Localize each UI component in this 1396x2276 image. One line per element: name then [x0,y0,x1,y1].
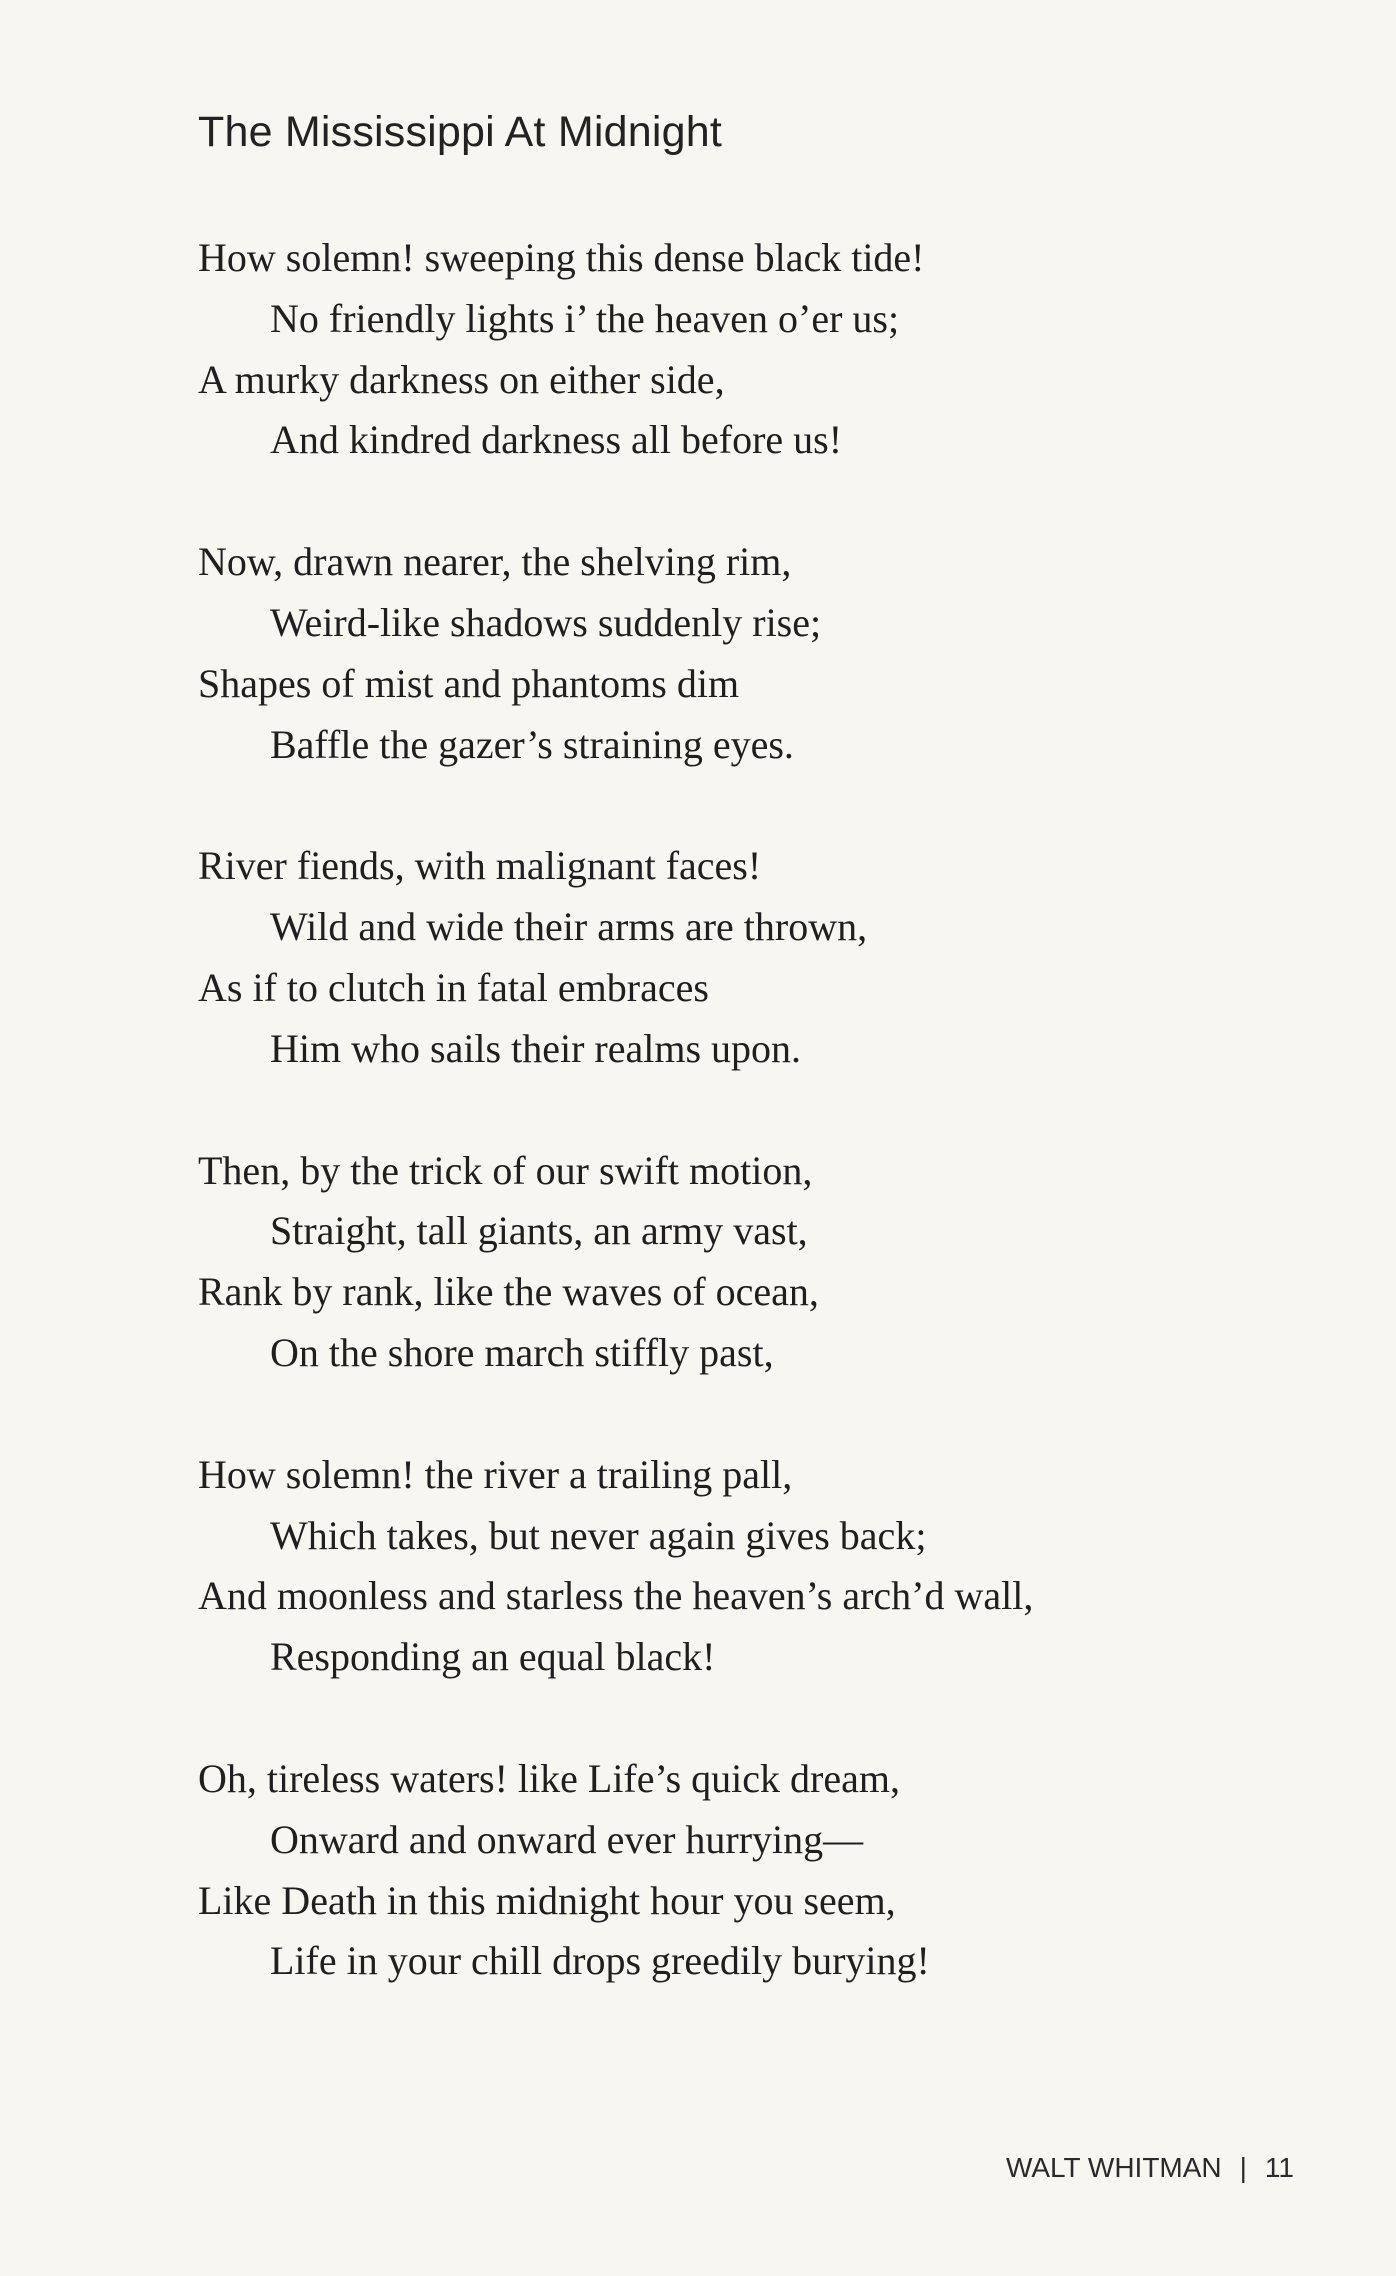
stanza-1 [198,228,1318,471]
poem-line: And moonless and starless the heaven’s arch’d wall, [198,1573,1034,1619]
poem-line: Weird-like shadows suddenly rise; [270,599,822,645]
page-number: 11 [1264,2152,1294,2183]
page-footer [1006,2152,1294,2184]
poem-line: Like Death in this midnight hour you seem, [198,1877,896,1923]
stanza-4 [198,1141,1318,1384]
poem-line: Onward and onward ever hurrying— [270,1816,864,1862]
poem-line: Now, drawn nearer, the shelving rim, [198,539,792,585]
poem-line: As if to clutch in fatal embraces [198,964,709,1010]
poem-line: Shapes of mist and phantoms dim [198,660,740,706]
poem-line: River fiends, with malignant faces! [198,843,762,889]
poem-line: How solemn! the river a trailing pall, [198,1451,793,1497]
poem-line: How solemn! sweeping this dense black tide! [198,235,925,280]
footer-author: WALT WHITMAN [1005,2152,1222,2183]
stanza-2 [198,532,1318,775]
poem-line: No friendly lights i’ the heaven o’er us; [270,295,900,341]
poem-line: Baffle the gazer’s straining eyes. [270,721,794,767]
stanza-5 [198,1445,1318,1688]
poem-line: Rank by rank, like the waves of ocean, [198,1269,819,1315]
poem-line: Responding an equal black! [270,1634,716,1680]
stanza-6 [198,1749,1318,1992]
poem-line: A murky darkness on either side, [198,356,725,402]
poem-line: On the shore march stiffly past, [270,1329,774,1375]
poem-line: Straight, tall giants, an army vast, [270,1208,808,1254]
poem-line: Wild and wide their arms are thrown, [270,904,868,950]
poem-line: Him who sails their realms upon. [270,1025,802,1071]
poem-line: Then, by the trick of our swift motion, [198,1147,813,1193]
poem-line: And kindred darkness all before us! [270,417,843,463]
footer-separator: | [1239,2152,1247,2183]
poem-body [198,228,1318,2053]
stanza-3 [198,836,1318,1079]
poem-line: Which takes, but never again gives back; [270,1512,927,1558]
poem-line: Life in your chill drops greedily burying! [270,1938,930,1984]
poem-title: The Mississippi At Midnight [198,108,722,156]
poem-line: Oh, tireless waters! like Life’s quick dream, [198,1755,900,1801]
